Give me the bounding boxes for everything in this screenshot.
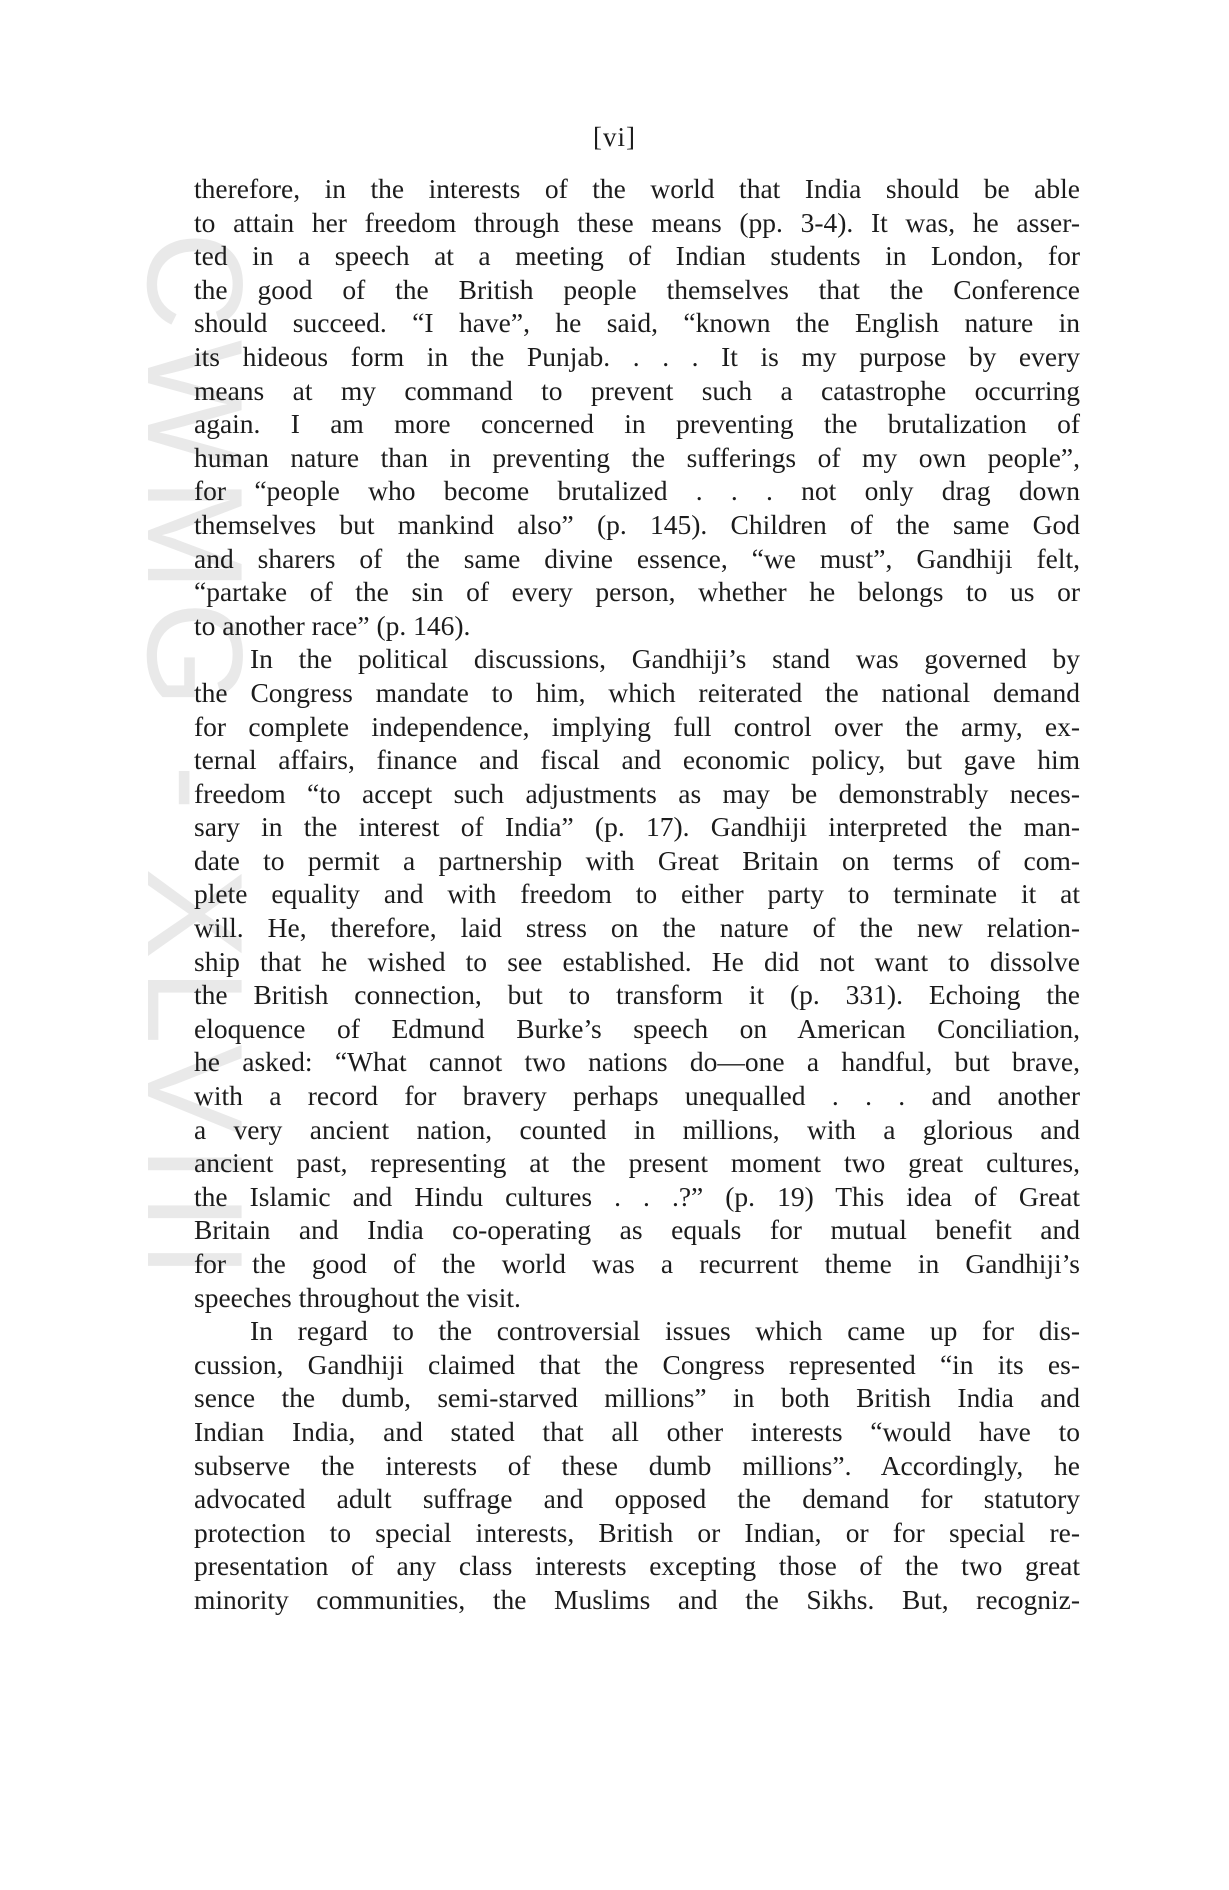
text-line: Britain and India co-operating as equals for mutual benefit and [194, 1214, 1080, 1246]
text-line: means at my command to prevent such a catastrophe occurring [194, 374, 1080, 406]
text-line: presentation of any class interests excepting those of the two great [194, 1550, 1080, 1582]
watermark-text: CWMG - XLVIII [119, 231, 271, 1289]
text-line: he asked: “What cannot two nations do—one a handful, but brave, [194, 1046, 1080, 1078]
text-line: minority communities, the Muslims and the Sikhs. But, recogniz- [194, 1583, 1080, 1615]
text-line: again. I am more concerned in preventing the brutalization of [194, 408, 1080, 440]
text-line: themselves but mankind also” (p. 145). Children of the same God [194, 508, 1080, 540]
text-line: plete equality and with freedom to either party to terminate it at [194, 878, 1080, 910]
text-line: eloquence of Edmund Burke’s speech on American Conciliation, [194, 1012, 1080, 1044]
text-line: speeches throughout the visit. [194, 1281, 521, 1313]
text-line: cussion, Gandhiji claimed that the Congress represented “in its es- [194, 1348, 1080, 1380]
text-line: with a record for bravery perhaps unequalled . . . and another [194, 1080, 1080, 1112]
text-line: advocated adult suffrage and opposed the demand for statutory [194, 1483, 1080, 1515]
text-line: should succeed. “I have”, he said, “known the English nature in [194, 307, 1080, 339]
text-line: for “people who become brutalized . . . not only drag down [194, 475, 1080, 507]
text-line: the Islamic and Hindu cultures . . .?” (p. 19) This idea of Great [194, 1180, 1080, 1212]
text-line: for complete independence, implying full control over the army, ex- [194, 710, 1080, 742]
text-line: sence the dumb, semi-starved millions” in both British India and [194, 1382, 1080, 1414]
text-line: human nature than in preventing the sufferings of my own people”, [194, 441, 1080, 473]
text-line: to attain her freedom through these means (pp. 3-4). It was, he asser- [194, 206, 1080, 238]
text-line: therefore, in the interests of the world that India should be able [194, 173, 1080, 204]
text-line: a very ancient nation, counted in millions, with a glorious and [194, 1113, 1080, 1145]
text-line: ted in a speech at a meeting of Indian students in London, for [194, 240, 1080, 272]
text-line: In regard to the controversial issues which came up for dis- [250, 1315, 1080, 1347]
text-line: sary in the interest of India” (p. 17). Gandhiji interpreted the man- [194, 811, 1080, 843]
text-line: the Congress mandate to him, which reiterated the national demand [194, 676, 1080, 708]
text-line: to another race” (p. 146). [194, 609, 471, 641]
text-line: Indian India, and stated that all other interests “would have to [194, 1415, 1080, 1447]
text-line: and sharers of the same divine essence, “we must”, Gandhiji felt, [194, 542, 1080, 574]
text-line: ancient past, representing at the present moment two great cultures, [194, 1147, 1080, 1179]
text-line: the British connection, but to transform it (p. 331). Echoing the [194, 979, 1080, 1011]
text-line: ternal affairs, finance and fiscal and economic policy, but gave him [194, 744, 1080, 776]
text-line: subserve the interests of these dumb millions”. Accordingly, he [194, 1449, 1080, 1481]
text-line: date to permit a partnership with Great Britain on terms of com- [194, 844, 1080, 876]
text-line: the good of the British people themselves that the Conference [194, 273, 1080, 305]
text-line: its hideous form in the Punjab. . . . It is my purpose by every [194, 340, 1080, 372]
text-line: for the good of the world was a recurrent theme in Gandhiji’s [194, 1248, 1080, 1279]
text-line: “partake of the sin of every person, whether he belongs to us or [194, 576, 1080, 608]
text-line: freedom “to accept such adjustments as may be demonstrably neces- [194, 777, 1080, 809]
text-line: ship that he wished to see established. He did not want to dissolve [194, 945, 1080, 977]
text-line: will. He, therefore, laid stress on the nature of the new relation- [194, 912, 1080, 944]
body-text [194, 172, 1080, 1617]
text-line: protection to special interests, British or Indian, or for special re- [194, 1516, 1080, 1548]
page-number: [vi] [593, 122, 636, 152]
text-line: In the political discussions, Gandhiji’s stand was governed by [250, 643, 1080, 675]
